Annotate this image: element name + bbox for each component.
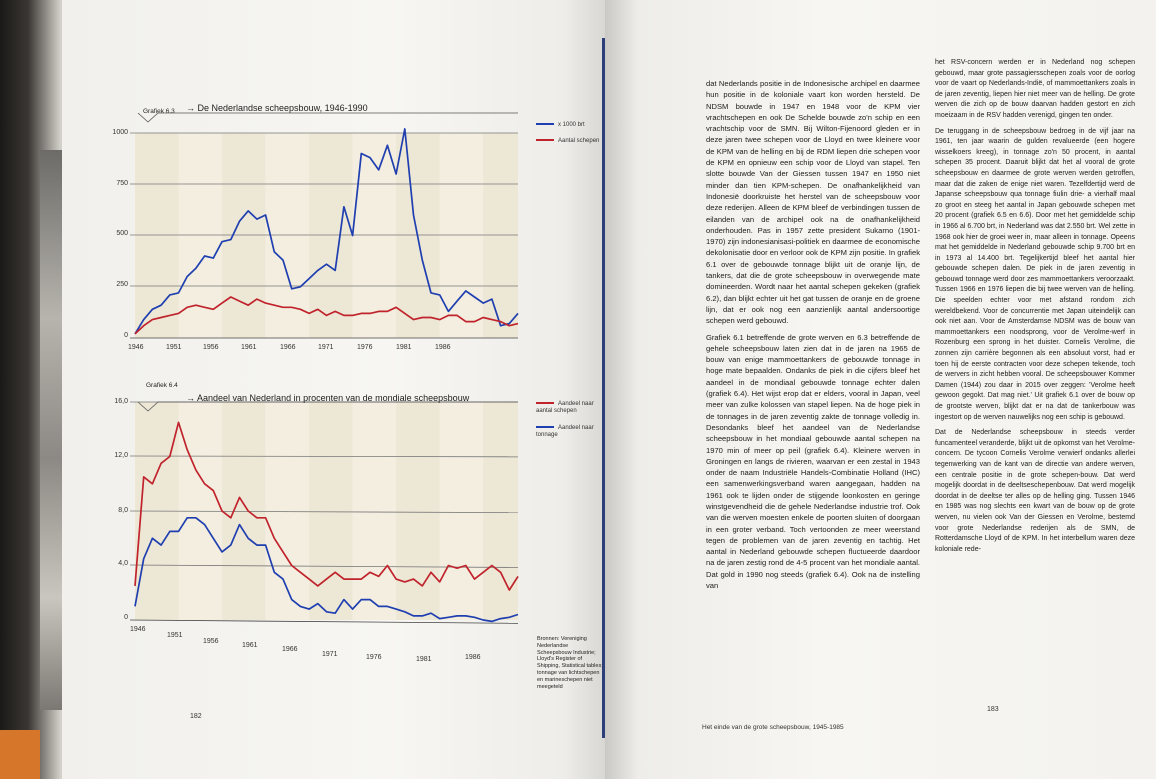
chart1-xtick: 1971: [318, 344, 334, 351]
source-note: Bronnen: Vereniging Nederlandse Scheepsbouw Industrie; Lloyd's Register of Shipping, Statistical tables; tonnage van lichtschepen en marineschepen niet meegeteld: [537, 636, 603, 690]
chart2-xtick: 1956: [203, 638, 219, 645]
chart2-band: [483, 402, 518, 620]
chart1-ytick: 250: [116, 281, 128, 288]
chart1-xtick: 1986: [435, 344, 451, 351]
chart2-gridline: [130, 620, 518, 623]
paragraph: Grafiek 6.1 betreffende de grote werven en 6.3 betreffende de gehele scheepsbouw laten zien dat in de jaren na 1965 de bouw van enige mammoettankers de gebouwde tonnage in hoge mate bepaalden. Ondanks de piek in die cijfers bleef het aandeel in de mondiaal gebouwde tonnage echter dalen (grafiek 6.4). Het wijst erop dat er elders, vooral in Japan, veel meer van zulke kolossen van stapel liepen. Na de hoge piek in de tonnages in de jaren zeventig zakte de tonnage volledig in. Desondanks bleef het aandeel van de Nederlandse scheepsbouw in het mondiaal gebouwde aantal schepen na 1970 min of meer op peil (grafiek 6.4). Kleinere werven in Groningen en langs de rivieren, waarvan er een zestal in 1943 onder de naam Industriële Handels-Combinatie Holland (IHC) een samenwerkingsverband waren aangegaan, hadden na 1961 ook te lijden onder de stijgende loonkosten en geringe winstgevendheid die de gehele Nederlandse industrie trof. Ook van die werven moesten enkele de poorten sluiten of doorgaan in een groter verband. Toch vertoonden ze meer weerstand tegen de problemen van de jaren zeventig en tachtig. Het aantal in Nederland gebouwde schepen fluctueerde daardoor na de jaren zestig rond de 4-5 procent van het mondiale aantal. Dat gold in 1990 nog steeds (grafiek 6.4). Ook na de instelling van: [706, 332, 920, 591]
chart2-ytick: 4,0: [118, 560, 128, 567]
page-number-left: 182: [190, 713, 202, 720]
chart1-band: [222, 133, 266, 338]
paragraph: het RSV-concern werden er in Nederland nog schepen gebouwd, maar grote passagiersschepen zoals voor de oorlog voor de vaart op Nederlands-Indië, of mammoettankers zoals in de jaren zeventig, liepen hier niet meer van de helling. De grote werven die zich op de bouw daarvan hadden gestort en zich moeizaam in de RSV hadden verenigd, gingen ten onder.: [935, 59, 1135, 119]
chart1-band: [309, 133, 353, 338]
chart2-ytick: 0: [124, 614, 128, 621]
chart1-ytick: 0: [124, 332, 128, 339]
chart1-xtick: 1951: [166, 344, 182, 351]
paragraph: dat Nederlands positie in de Indonesische archipel en daarmee hun positie in de koloniale vaart kon worden hersteld. De NDSM bouwde in 1947 en 1948 voor de KPM vier vrachtschepen en ook De Schelde bouwde zo'n schip en een vrachtschip voor de SMN. Bij Wilton-Fijenoord gleden er in deze jaren twee schepen voor de Lloyd en twee kleinere voor de KPM van de helling en bij de RDM liepen drie schepen voor de KPM en opnieuw een schip voor de Lloyd van stapel. Ten slotte bouwde Van der Giessen tussen 1947 en 1950 niet minder dan tien KPM-schepen. De onafhankelijkheid van Indonesië doorkruiste het herstel van de scheepsbouw voor deze rederijen. Alleen de KPM bleef de verbindingen tussen de eilanden van de archipel ook na de onafhankelijkheid onderhouden. Pas in 1957 zette president Sukarno (1901-1970) zijn indonesianisasi-politiek en daarmee de economische dekolonisatie door en verloor ook de KPM zijn positie. In grafiek 6.1 over de gebouwde tonnage blijkt uit de oranje lijn, de tankers, dat die de grote scheepsbouw in overwegende mate domineerden. Wordt naar het aantal schepen gekeken (grafiek 6.2), dan blijkt echter uit het gat tussen de oranje en de groene lijn, dat er ook nog een aanzienlijk aantal andersoortige schepen werd gebouwd.: [706, 79, 921, 326]
legend-label: Aantal schepen: [558, 138, 600, 144]
chart2-xtick: 1966: [282, 646, 298, 653]
paragraph: Dat de Nederlandse scheepsbouw in steeds verder funcamenteel veranderde, blijkt uit de opkomst van het Verolme-concern. De tycoon Cornelis Verolme verwierf ondanks allerlei tegenwerking van de kant van de directie van andere werven, een centrale positie in de grote schepen-bouw. Dat werd mogelijk doordat in de deeltseschepenbouw. Dat werd mogelijk doordat in de deeltse ter alles op de helling ging. Tussen 1946 en 1985 was nog slechts een kwart van de bouw op de grote werven, nu vielen ook Van der Giessen en Verolme, bestemd voor grote Nederlandse rederijen als de SMN, de Rotterdamsche Lloyd of de KPM. In het interbellum waren deze koloniale rede-: [935, 429, 1135, 553]
text-column-2: [935, 58, 1135, 560]
chart2-xtick: 1986: [465, 654, 481, 661]
chart1-ytick: 750: [116, 180, 128, 187]
chart2-title: → Aandeel van Nederland in procenten van de mondiale scheepsbouw: [186, 393, 470, 403]
chart1-ytick: 1000: [112, 129, 128, 136]
chart1-title-rule: [138, 113, 518, 122]
legend-swatch: [536, 426, 554, 428]
legend-label: Aandeel naar aantal schepen: [536, 401, 594, 414]
chart2-tag: Grafiek 6.4: [146, 382, 178, 389]
chart1-xtick: 1966: [280, 344, 296, 351]
running-footer: Het einde van de grote scheepsbouw, 1945-1985: [702, 724, 844, 731]
chart2-legend-item: [536, 401, 596, 415]
chart1-band: [483, 133, 518, 338]
page-number-right: 183: [987, 706, 999, 713]
chart1-xtick: 1956: [203, 344, 219, 351]
chart2-ytick: 8,0: [118, 507, 128, 514]
chart2-ytick: 12,0: [114, 452, 128, 459]
text-column-1: [706, 78, 920, 596]
chart2-legend-item: [536, 425, 596, 439]
legend-swatch: [536, 402, 554, 404]
chart2-band: [222, 402, 266, 620]
chart2-xtick: 1961: [242, 642, 258, 649]
chart2-band: [309, 402, 353, 620]
chart2-xtick: 1946: [130, 626, 146, 633]
chart1-xtick: 1946: [128, 344, 144, 351]
chart1-tag: Grafiek 6.3: [143, 108, 175, 115]
chart2-ytick: 16,0: [114, 398, 128, 405]
chart2-xtick: 1981: [416, 656, 432, 663]
chart1-ytick: 500: [116, 230, 128, 237]
chart1-xtick: 1981: [396, 344, 412, 351]
legend-label: x 1000 brt: [558, 122, 585, 128]
chart1-xtick: 1961: [241, 344, 257, 351]
legend-label: Aandeel naar tonnage: [536, 425, 594, 438]
chart1-xtick: 1976: [357, 344, 373, 351]
chart2-xtick: 1976: [366, 654, 382, 661]
chart2-band: [396, 402, 440, 620]
paragraph: De teruggang in de scheepsbouw bedroeg in de vijf jaar na 1961, ten jaar waarin de gulden revalueerde (een hogere wisselkoers kreeg), in tonnage zo'n 50 procent, in aantal schepen 35 procent. Daaruit blijkt dat het al vooral de grote scheepsbouw en daarmee de grote werven werden getroffen, maar dat die zaken de enige niet waren. Tezelfdertijd werd de Japanse scheepsbouw qua tonnage fiulin drie- a vierhalf maal zo groot en steeg het aantal in Japan gebouwde schepen met 20 procent (grafiek 6.5 en 6.6). Door met het gemiddelde schip in 1966 al 6.700 brt, in Nederland was dat 2.550 brt. Wel zette in 1968 ook hier de groei weer in, maar alleen in tonnage. Opeens mat het gemiddelde in Nederland gebouwde schip 9.700 brt en in 1973 al 14.400 brt. Tegelijkertijd bleef het aantal hier gebouwde schepen dalen. De piek in de jaren zeventig in gebouwd tonnage werd door zes mammoettankers veroorzaakt. Tussen 1966 en 1976 liepen die bij twee werven van de helling. Die speelden echter voor met afstand rondom zich wereldbekend. Voor de concurrentie met Japan uiteindelijk can ook niet aan. Voor de Amsterdamse NDSM was de bouw van mammoettankers een noodsprong, voor de Verolme-werf in Rozenburg een sprong in het duister. Cornelis Verolme, die zonnen zijn carrière begonnen als een absoluut vorst, had er toen hij de eerste contracten voor deze schepen tekende, toch de wervers in zicht hebben vooral. De scheepsbouwer Kommer Damen (1944) zou daar in 2015 over zeggen: 'Verolme heeft gewoon gegokt. Dat mag niet.' Uit grafiek 6.1 over de bouw op de grootste werven, blijkt dat er na dat de tankerbouw was ingestort op de werven nauwelijks nog een schip is gebouwd.: [935, 127, 1135, 421]
chart1-title: → De Nederlandse scheepsbouw, 1946-1990: [186, 103, 368, 113]
chart2-band: [353, 402, 397, 620]
chart2-band: [440, 402, 484, 620]
chart2-xtick: 1971: [322, 651, 338, 658]
chart2-xtick: 1951: [167, 632, 183, 639]
